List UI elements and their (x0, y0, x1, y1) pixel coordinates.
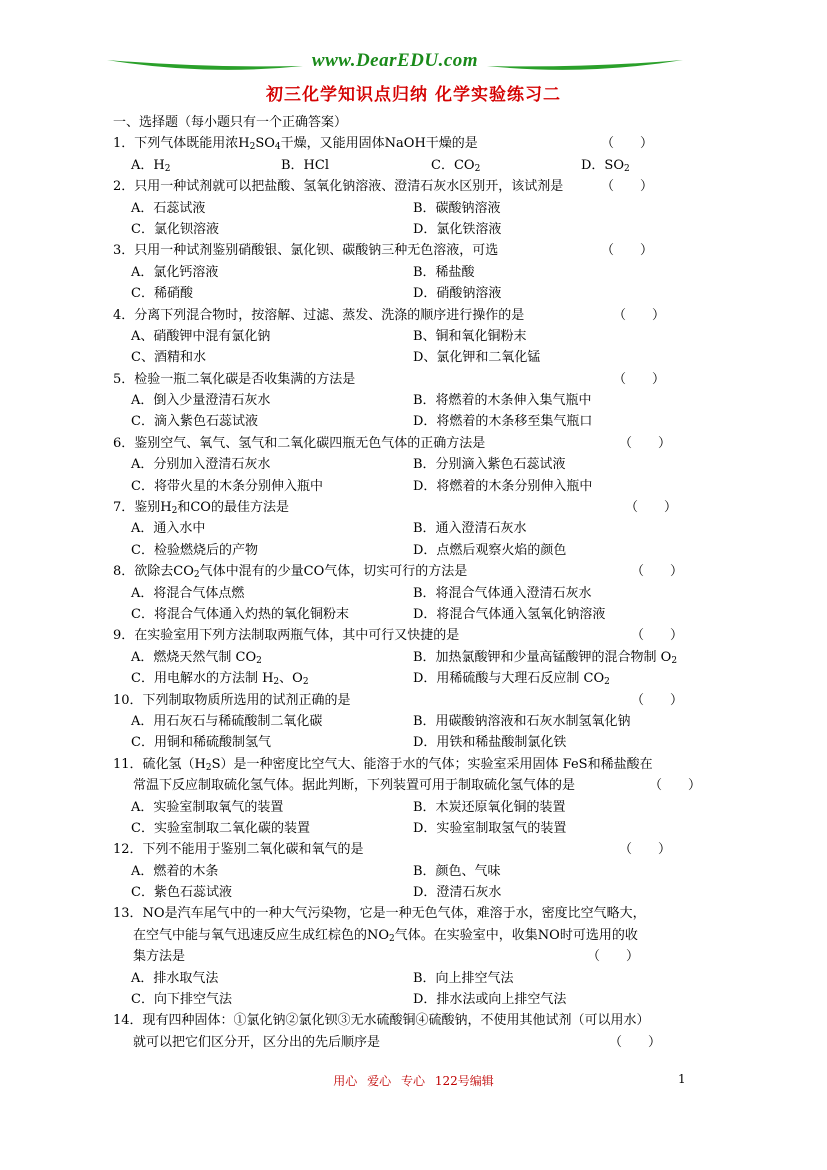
option-a[interactable]: A．燃烧天然气制 $CO_2$ (131, 649, 262, 666)
question-text: 10．下列制取物质所选用的试剂正确的是 (113, 692, 351, 708)
option-b[interactable]: B．碳酸钠溶液 (413, 200, 501, 216)
option-a[interactable]: C．稀硝酸 (131, 286, 193, 302)
question-14-stem (113, 1032, 698, 1053)
option-a[interactable]: C．检验燃烧后的产物 (131, 542, 258, 558)
option-row (113, 219, 698, 240)
option-a[interactable]: C．用铜和稀硫酸制氢气 (131, 735, 271, 751)
option-b[interactable]: B．木炭还原氧化铜的装置 (413, 799, 566, 815)
question-11-stem (113, 775, 702, 796)
option-b[interactable]: D．硝酸钠溶液 (413, 286, 502, 302)
question-text: 6．鉴别空气、氧气、氢气和二氧化碳四瓶无色气体的正确方法是 (113, 435, 486, 451)
option-b[interactable]: D．点燃后观察火焰的颜色 (413, 542, 567, 558)
option-b[interactable]: B．颜色、气味 (413, 863, 501, 879)
option-b[interactable]: B．通入澄清石灰水 (413, 521, 527, 537)
question-text: 就可以把它们区分开，区分出的先后顺序是 (133, 1034, 381, 1050)
page-number: 1 (678, 1072, 686, 1086)
question-text: 1．下列气体既能用浓$H_2SO_4$干燥，又能用固体NaOH干燥的是 (113, 136, 478, 153)
option-a[interactable]: A、硝酸钾中混有氯化钠 (131, 328, 271, 344)
question-2-stem (113, 176, 698, 197)
option-d[interactable]: D．$SO_2$ (581, 157, 630, 174)
question-8-stem (113, 561, 698, 582)
answer-bracket[interactable]: （ ） (601, 136, 654, 152)
question-3-stem (113, 240, 698, 261)
option-row (113, 155, 698, 176)
option-b[interactable]: B．加热氯酸钾和少量高锰酸钾的混合物制 $O_2$ (413, 649, 678, 666)
option-a[interactable]: C．向下排空气法 (131, 992, 232, 1008)
option-row (113, 818, 698, 839)
question-9-stem (113, 625, 698, 646)
option-a[interactable]: C．滴入紫色石蕊试液 (131, 414, 258, 430)
answer-bracket[interactable]: （ ） (631, 692, 684, 708)
option-a[interactable]: A．$H_2$ (131, 157, 171, 174)
answer-bracket[interactable]: （ ） (619, 842, 672, 858)
option-b[interactable]: D．澄清石灰水 (413, 885, 502, 901)
option-b[interactable]: D．用铁和稀盐酸制氯化铁 (413, 735, 567, 751)
option-row (113, 583, 698, 604)
option-b[interactable]: D．氯化铁溶液 (413, 221, 502, 237)
question-text: 常温下反应制取硫化氢气体。据此判断，下列装置可用于制取硫化氢气体的是 (133, 778, 576, 794)
option-row (113, 711, 698, 732)
question-text: 4．分离下列混合物时，按溶解、过滤、蒸发、洗涤的顺序进行操作的是 (113, 307, 525, 323)
option-row (113, 411, 698, 432)
question-text: 2．只用一种试剂就可以把盐酸、氢氧化钠溶液、澄清石灰水区别开，该试剂是 (113, 179, 564, 195)
question-text: 14．现有四种固体：①氯化钠②氯化钡③无水硫酸铜④硫酸钠，不使用其他试剂（可以用水） (113, 1013, 650, 1029)
option-b[interactable]: B．将燃着的木条伸入集气瓶中 (413, 393, 592, 409)
option-row (113, 518, 698, 539)
option-row (113, 454, 698, 475)
option-b[interactable]: B．用碳酸钠溶液和石灰水制氢氧化钠 (413, 713, 631, 729)
question-text: 集方法是 (133, 949, 186, 965)
question-11-stem (113, 754, 698, 775)
answer-bracket[interactable]: （ ） (619, 435, 672, 451)
option-row (113, 668, 698, 689)
question-text: 5．检验一瓶二氧化碳是否收集满的方法是 (113, 371, 356, 387)
question-text: 3．只用一种试剂鉴别硝酸银、氯化钡、碳酸钠三种无色溶液，可选 (113, 243, 499, 259)
question-text: 8．欲除去$CO_2$气体中混有的少量CO气体，切实可行的方法是 (113, 564, 468, 581)
option-a[interactable]: A．石蕊试液 (131, 200, 206, 216)
option-a[interactable]: A．氯化钙溶液 (131, 264, 219, 280)
question-13-stem (113, 946, 698, 967)
option-a[interactable]: A．用石灰石与稀硫酸制二氧化碳 (131, 713, 323, 729)
option-a[interactable]: A．将混合气体点燃 (131, 585, 245, 601)
answer-bracket[interactable]: （ ） (609, 1034, 662, 1050)
question-text: 在空气中能与氧气迅速反应生成红棕色的$NO_2$气体。在实验室中，收集NO时可选用的收 (133, 927, 638, 944)
question-13-stem (113, 925, 698, 946)
option-row (113, 604, 698, 625)
question-text: 12．下列不能用于鉴别二氧化碳和氧气的是 (113, 842, 364, 858)
option-row (113, 797, 698, 818)
question-13-stem (113, 903, 698, 924)
option-b[interactable]: B．分别滴入紫色石蕊试液 (413, 457, 566, 473)
answer-bracket[interactable]: （ ） (587, 949, 640, 965)
option-b[interactable]: B．稀盐酸 (413, 264, 475, 280)
option-row (113, 198, 698, 219)
option-a[interactable]: A．排水取气法 (131, 970, 219, 986)
option-a[interactable]: C．紫色石蕊试液 (131, 885, 232, 901)
footer-text-1: 用心 (333, 1074, 358, 1088)
option-a[interactable]: C．将混合气体通入灼热的氧化铜粉末 (131, 606, 349, 622)
section-heading: 一、选择题（每小题只有一个正确答案） (113, 115, 348, 130)
option-a[interactable]: C、酒精和水 (131, 350, 206, 366)
option-row (113, 540, 698, 561)
option-b[interactable]: B．将混合气体通入澄清石灰水 (413, 585, 592, 601)
question-text: 11．硫化氢$(H_2S)$是一种密度比空气大、能溶于水的气体；实验室采用固体 FeS和稀盐酸在 (113, 756, 653, 773)
question-5-stem (113, 369, 698, 390)
answer-bracket[interactable]: （ ） (601, 179, 654, 195)
option-b[interactable]: D．将混合气体通入氢氧化钠溶液 (413, 606, 606, 622)
option-row (113, 326, 698, 347)
answer-bracket[interactable]: （ ） (631, 628, 684, 644)
option-a[interactable]: C．将带火星的木条分别伸入瓶中 (131, 478, 323, 494)
option-b[interactable]: D．将燃着的木条移至集气瓶口 (413, 414, 593, 430)
option-b[interactable]: D．将燃着的木条分别伸入瓶中 (413, 478, 593, 494)
option-row (113, 989, 698, 1010)
question-text: 7．鉴别$H_2$和CO的最佳方法是 (113, 500, 289, 517)
option-a[interactable]: A．实验室制取氧气的装置 (131, 799, 284, 815)
option-a[interactable]: A．倒入少量澄清石灰水 (131, 393, 271, 409)
question-7-stem (113, 497, 698, 518)
option-b[interactable]: D．用稀硫酸与大理石反应制 $CO_2$ (413, 671, 610, 688)
question-1-stem (113, 133, 698, 154)
option-a[interactable]: C．实验室制取二氧化碳的装置 (131, 820, 310, 836)
question-14-stem (113, 1010, 698, 1031)
question-10-stem (113, 690, 698, 711)
option-row (113, 347, 698, 368)
answer-bracket[interactable]: （ ） (613, 307, 666, 323)
option-row (113, 390, 698, 411)
option-b[interactable]: D．实验室制取氢气的装置 (413, 820, 567, 836)
site-url: www.DearEDU.com (311, 50, 479, 71)
answer-bracket[interactable]: （ ） (625, 500, 678, 516)
option-row (113, 647, 698, 668)
answer-bracket[interactable]: （ ） (601, 243, 654, 259)
question-4-stem (113, 305, 698, 326)
option-b[interactable]: D、氯化钾和二氧化锰 (413, 350, 541, 366)
option-row (113, 882, 698, 903)
footer-text-3: 专心 (400, 1074, 425, 1088)
header-logo (110, 50, 680, 76)
question-12-stem (113, 839, 698, 860)
option-a[interactable]: C．用电解水的方法制 $H_2$、$O_2$ (131, 671, 309, 688)
option-a[interactable]: A．燃着的木条 (131, 863, 219, 879)
option-b[interactable]: B．向上排空气法 (413, 970, 514, 986)
footer (0, 1072, 827, 1089)
question-list (113, 112, 702, 1053)
option-row (113, 968, 698, 989)
option-row (113, 283, 698, 304)
option-b[interactable]: D．排水法或向上排空气法 (413, 992, 567, 1008)
option-row (113, 732, 698, 753)
option-row (113, 476, 698, 497)
answer-bracket[interactable]: （ ） (649, 778, 702, 794)
option-b[interactable]: B、铜和氧化铜粉末 (413, 328, 527, 344)
answer-bracket[interactable]: （ ） (613, 371, 666, 387)
option-a[interactable]: C．氯化钡溶液 (131, 221, 219, 237)
option-a[interactable]: A．分别加入澄清石灰水 (131, 457, 271, 473)
question-text: 13．NO是汽车尾气中的一种大气污染物，它是一种无色气体，难溶于水，密度比空气略大， (113, 906, 646, 922)
question-text: 9．在实验室用下列方法制取两瓶气体，其中可行又快捷的是 (113, 628, 460, 644)
option-c[interactable]: C．$CO_2$ (431, 157, 481, 174)
option-a[interactable]: A．通入水中 (131, 521, 206, 537)
page-title: 初三化学知识点归纳 化学实验练习二 (266, 85, 561, 105)
question-6-stem (113, 433, 698, 454)
option-b[interactable]: B．HCl (281, 157, 329, 173)
footer-text-4: 122号编辑 (434, 1074, 494, 1088)
answer-bracket[interactable]: （ ） (631, 564, 684, 580)
footer-text-2: 爱心 (367, 1074, 392, 1088)
option-row (113, 861, 698, 882)
option-row (113, 262, 698, 283)
